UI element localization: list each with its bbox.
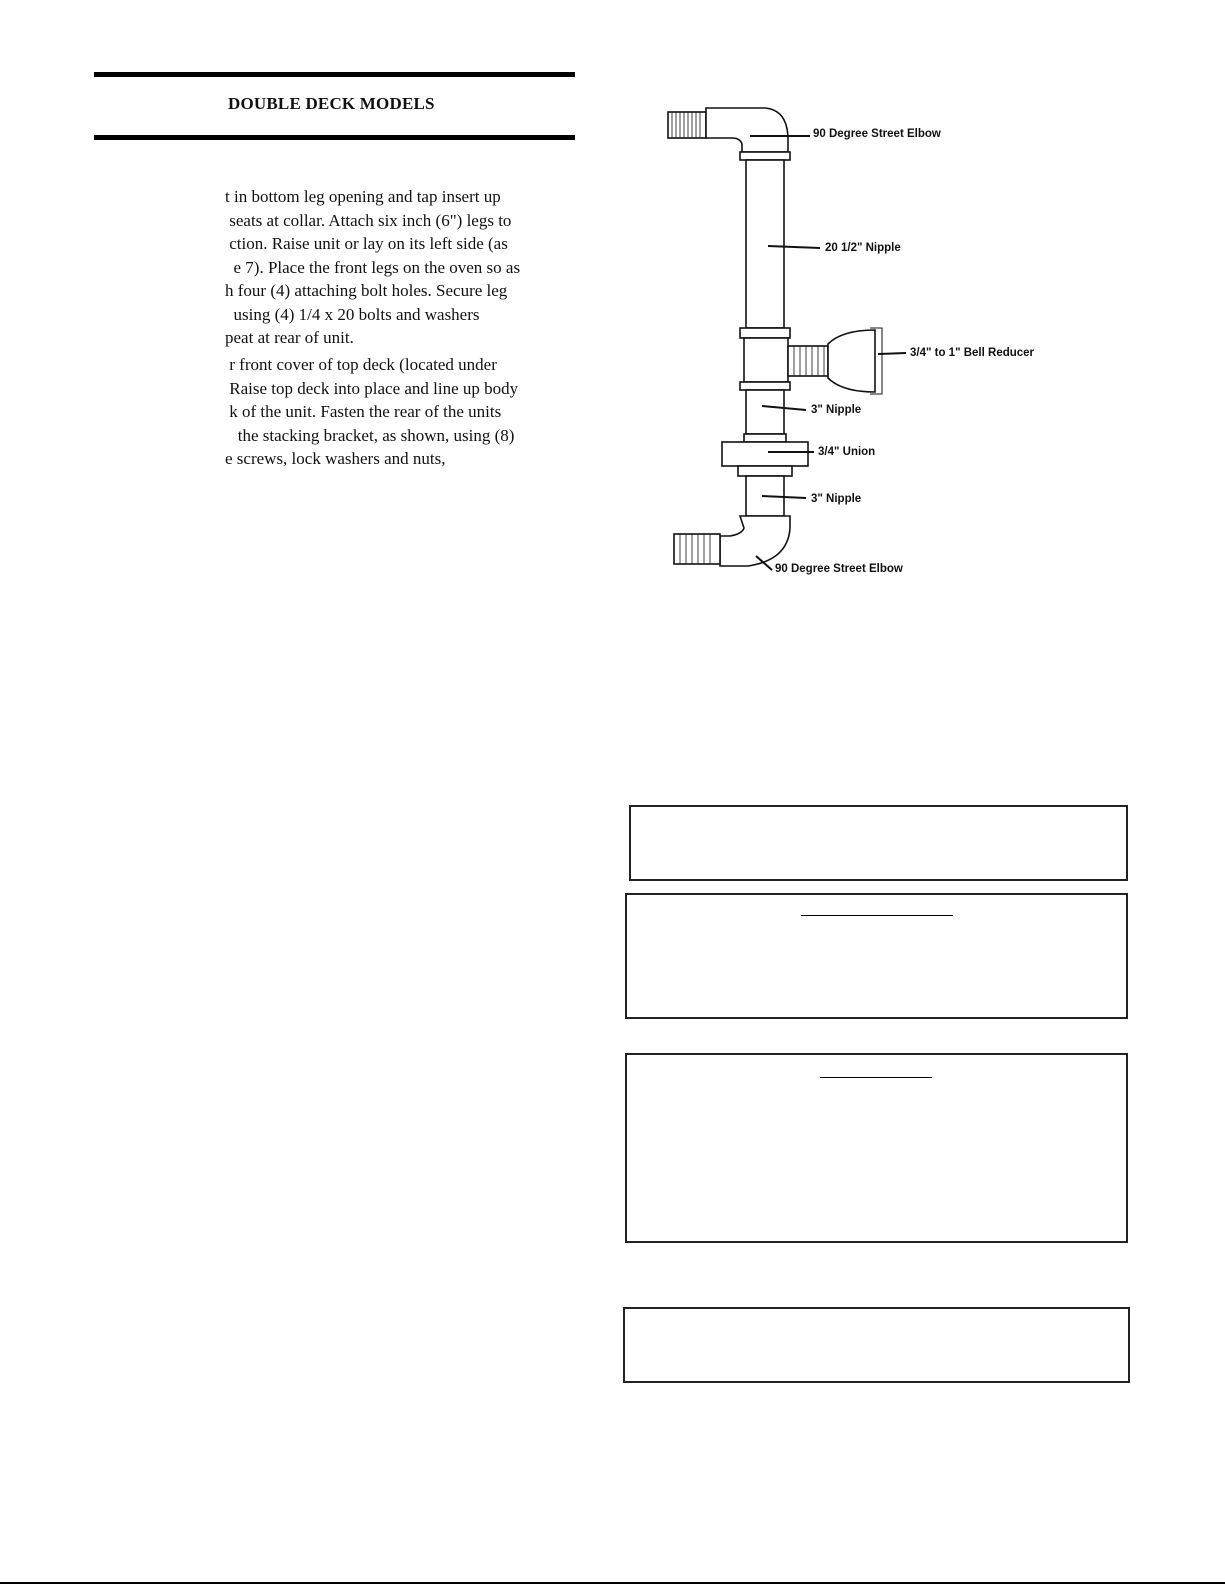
instruction-line: h four (4) attaching bolt holes. Secure leg bbox=[225, 281, 508, 300]
notice-box-3-heading-underline bbox=[820, 1077, 932, 1078]
callout-long-nipple: 20 1/2" Nipple bbox=[825, 242, 901, 254]
bell-reducer bbox=[828, 330, 875, 392]
long-nipple bbox=[746, 160, 784, 328]
bottom-elbow-threaded-end bbox=[674, 534, 720, 564]
tee-fitting bbox=[740, 328, 790, 338]
section-title: DOUBLE DECK MODELS bbox=[228, 94, 435, 113]
union-fitting bbox=[722, 442, 808, 466]
header-bottom-rule bbox=[94, 135, 575, 140]
header-top-rule bbox=[94, 72, 575, 77]
callout-bottom-elbow: 90 Degree Street Elbow bbox=[775, 563, 903, 575]
instruction-paragraph-1 bbox=[225, 185, 585, 350]
instruction-line: e screws, lock washers and nuts, bbox=[225, 449, 446, 468]
callout-union: 3/4" Union bbox=[818, 446, 876, 458]
callout-lower-short-nipple: 3" Nipple bbox=[811, 493, 862, 505]
notice-box-2-heading-underline bbox=[801, 915, 953, 916]
instruction-line: using (4) 1/4 x 20 bolts and washers bbox=[225, 304, 480, 324]
top-elbow-body bbox=[706, 108, 788, 152]
page-bottom-rule bbox=[0, 1582, 1225, 1584]
upper-short-nipple bbox=[746, 390, 784, 434]
instruction-paragraph-2 bbox=[225, 353, 585, 471]
instruction-line: seats at collar. Attach six inch (6") legs to bbox=[225, 210, 512, 230]
callout-upper-short-nipple: 3" Nipple bbox=[811, 404, 862, 416]
callout-bell-reducer: 3/4" to 1" Bell Reducer bbox=[910, 347, 1035, 359]
instruction-line: ction. Raise unit or lay on its left side (as bbox=[225, 234, 508, 253]
instruction-line: the stacking bracket, as shown, using (8) bbox=[225, 425, 515, 445]
notice-box-1 bbox=[629, 805, 1128, 881]
callout-top-elbow: 90 Degree Street Elbow bbox=[813, 128, 941, 140]
instruction-line: peat at rear of unit. bbox=[225, 328, 354, 347]
pipe-assembly-diagram bbox=[660, 100, 1080, 590]
instruction-line: Raise top deck into place and line up body bbox=[225, 378, 519, 398]
notice-box-2 bbox=[625, 893, 1128, 1019]
instruction-line: r front cover of top deck (located under bbox=[225, 355, 497, 374]
notice-box-4 bbox=[623, 1307, 1130, 1383]
instruction-line: e 7). Place the front legs on the oven so as bbox=[225, 257, 521, 277]
instruction-line: t in bottom leg opening and tap insert up bbox=[225, 187, 501, 206]
notice-box-3 bbox=[625, 1053, 1128, 1243]
instruction-line: k of the unit. Fasten the rear of the units bbox=[225, 402, 502, 421]
bottom-elbow-body bbox=[720, 516, 790, 566]
